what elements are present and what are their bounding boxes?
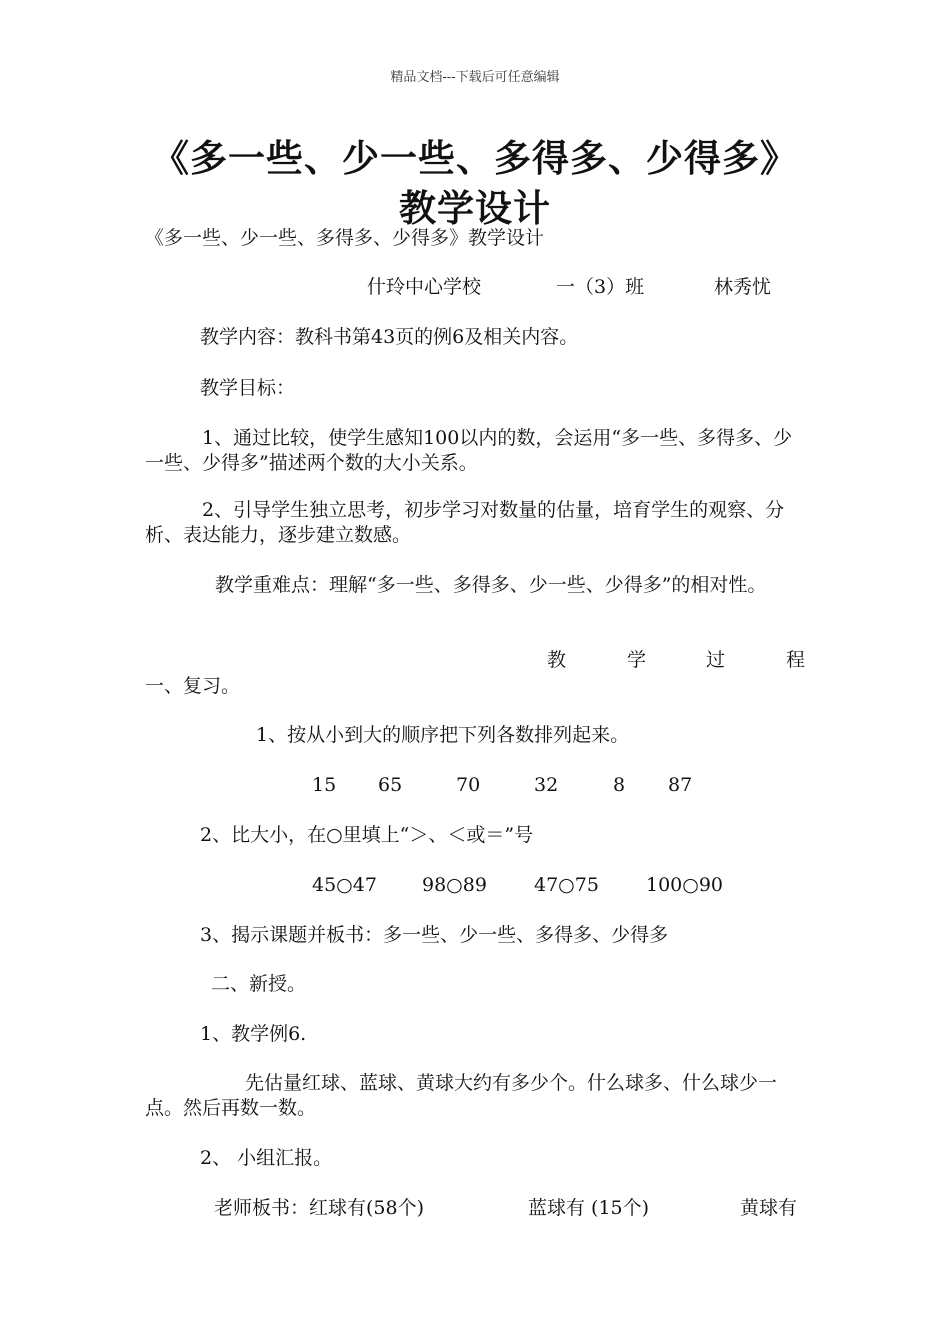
author-name: 林秀忧 xyxy=(714,276,772,298)
goal-2: 2、引导学生独立思考，初步学习对数量的估量，培育学生的观察、分析、表达能力，逐步建立数感。 xyxy=(145,499,785,546)
new-lesson-title: 二、新授。 xyxy=(211,973,307,995)
comparison-4: 100○90 xyxy=(646,874,724,896)
goal-1: 1、通过比较，使学生感知100以内的数，会运用“多一些、多得多、少一些、少得多”描述两个数的大小关系。 xyxy=(145,427,793,474)
new-lesson-item-1-text: 先估量红球、蓝球、黄球大约有多少个。什么球多、什么球少一点。然后再数一数。 xyxy=(145,1072,778,1119)
process-char-1: 教 xyxy=(547,649,567,671)
comparison-1: 45○47 xyxy=(312,874,377,896)
process-char-4: 程 xyxy=(786,649,806,671)
new-lesson-item-2: 2、 小组汇报。 xyxy=(200,1147,333,1169)
number-4: 32 xyxy=(534,774,559,796)
number-2: 65 xyxy=(378,774,403,796)
new-lesson-item-1: 1、教学例6. xyxy=(200,1023,307,1045)
key-points: 教学重难点：理解“多一些、多得多、少一些、少得多”的相对性。 xyxy=(215,574,767,596)
board-blue: 蓝球有 (15个) xyxy=(528,1197,650,1219)
author-class: 一（3）班 xyxy=(556,276,645,298)
document-title: 《多一些、少一些、多得多、少得多》 xyxy=(152,137,798,180)
page-header: 精品文档---下载后可任意编辑 xyxy=(390,70,560,85)
board-red: 老师板书：红球有(58个) xyxy=(214,1197,425,1219)
document-title-line2: 教学设计 xyxy=(399,187,551,230)
process-char-3: 过 xyxy=(706,649,726,671)
board-yellow: 黄球有 xyxy=(740,1197,798,1219)
number-3: 70 xyxy=(456,774,481,796)
teaching-content: 教学内容：教科书第43页的例6及相关内容。 xyxy=(200,326,579,348)
subtitle: 《多一些、少一些、多得多、少得多》教学设计 xyxy=(145,227,545,249)
number-6: 87 xyxy=(668,774,693,796)
review-item-3: 3、揭示课题并板书：多一些、少一些、多得多、少得多 xyxy=(200,924,669,946)
goals-label: 教学目标： xyxy=(200,377,296,399)
comparison-3: 47○75 xyxy=(534,874,599,896)
review-item-2: 2、比大小，在○里填上“＞、＜或＝”号 xyxy=(200,824,534,846)
author-school: 什玲中心学校 xyxy=(367,276,482,298)
comparison-2: 98○89 xyxy=(422,874,487,896)
review-title: 一、复习。 xyxy=(145,675,241,697)
number-1: 15 xyxy=(312,774,337,796)
review-item-1: 1、按从小到大的顺序把下列各数排列起来。 xyxy=(256,724,630,746)
process-char-2: 学 xyxy=(627,649,647,671)
number-5: 8 xyxy=(613,774,626,796)
